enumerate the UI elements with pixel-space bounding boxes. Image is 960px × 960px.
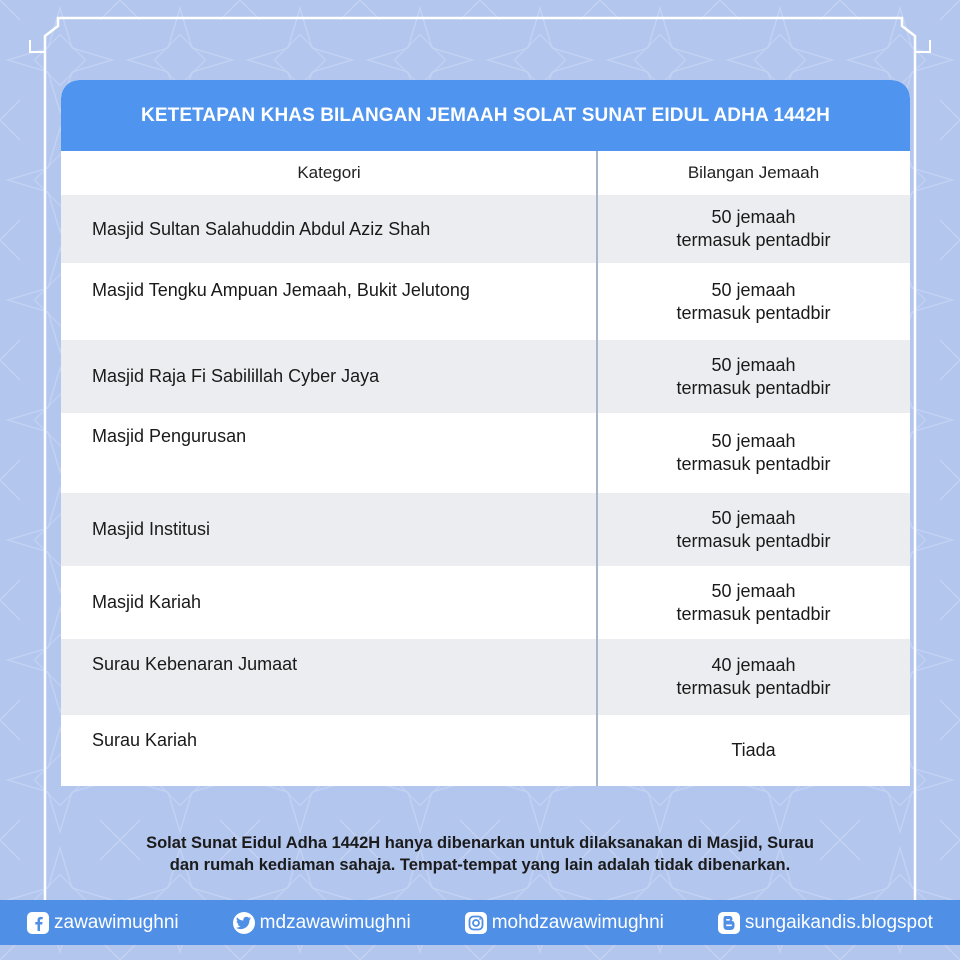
bilangan-value: 50 jemaah [711, 580, 796, 601]
bilangan-value: 50 jemaah [711, 354, 796, 375]
bilangan-cell [597, 340, 910, 413]
bilangan-note: termasuk pentadbir [676, 454, 831, 474]
blogger-link[interactable] [718, 912, 933, 934]
table-row [61, 715, 910, 786]
kategori-cell: Surau Kariah [92, 730, 198, 750]
bilangan-cell [597, 566, 910, 639]
table-header [61, 151, 910, 195]
bilangan-note: termasuk pentadbir [676, 678, 831, 698]
regulation-note [40, 832, 920, 876]
facebook-icon [27, 912, 49, 934]
bilangan-cell [597, 715, 910, 786]
bilangan-note: termasuk pentadbir [676, 603, 831, 624]
kategori-cell: Masjid Tengku Ampuan Jemaah, Bukit Jelutong [92, 280, 470, 300]
table-row [61, 639, 910, 715]
instagram-handle: mohdzawawimughni [491, 911, 664, 933]
kategori-cell: Masjid Institusi [92, 519, 211, 539]
bilangan-note: termasuk pentadbir [676, 377, 831, 398]
bilangan-value: 50 jemaah [711, 507, 796, 528]
note-line: dan rumah kediaman sahaja. Tempat-tempat yang lain adalah tidak dibenarkan. [169, 856, 791, 874]
header-kategori: Kategori [297, 163, 361, 182]
table-row [61, 195, 910, 263]
bilangan-value: 50 jemaah [711, 207, 796, 227]
kategori-cell: Masjid Pengurusan [92, 426, 247, 446]
table-row [61, 566, 910, 639]
kategori-cell: Masjid Raja Fi Sabilillah Cyber Jaya [92, 366, 380, 386]
table-row [61, 493, 910, 566]
bilangan-cell [597, 263, 910, 340]
bilangan-cell [597, 493, 910, 566]
poster-title: KETETAPAN KHAS BILANGAN JEMAAH SOLAT SUNAT EIDUL ADHA 1442H [61, 80, 910, 151]
instagram-icon [465, 912, 487, 934]
twitter-link[interactable] [233, 912, 411, 934]
bilangan-cell [597, 413, 910, 493]
social-footer [0, 900, 960, 945]
instagram-link[interactable] [465, 912, 664, 934]
kategori-cell: Masjid Kariah [92, 592, 202, 612]
bilangan-note: termasuk pentadbir [676, 302, 831, 323]
table-row [61, 263, 910, 340]
table-row [61, 413, 910, 493]
bilangan-value: 40 jemaah [711, 655, 796, 675]
bilangan-cell [597, 195, 910, 263]
kategori-cell: Surau Kebenaran Jumaat [92, 654, 298, 674]
note-line: Solat Sunat Eidul Adha 1442H hanya dibenarkan untuk dilaksanakan di Masjid, Surau [146, 834, 814, 852]
bilangan-note: termasuk pentadbir [676, 530, 831, 551]
bilangan-value: 50 jemaah [711, 431, 796, 451]
header-bilangan-jemaah: Bilangan Jemaah [687, 163, 820, 182]
regulation-card [61, 80, 910, 786]
facebook-handle: zawawimughni [54, 911, 179, 933]
bilangan-value: Tiada [731, 740, 776, 760]
column-divider [596, 151, 598, 786]
bilangan-value: 50 jemaah [711, 279, 796, 300]
bilangan-note: termasuk pentadbir [676, 230, 831, 250]
blogger-handle: sungaikandis.blogspot [744, 911, 933, 933]
table-row [61, 340, 910, 413]
kategori-cell: Masjid Sultan Salahuddin Abdul Aziz Shah [92, 218, 431, 239]
bilangan-cell [597, 639, 910, 715]
twitter-handle: mdzawawimughni [259, 911, 411, 933]
facebook-link[interactable] [27, 912, 179, 934]
blogger-icon [718, 912, 740, 934]
twitter-icon [233, 912, 255, 934]
